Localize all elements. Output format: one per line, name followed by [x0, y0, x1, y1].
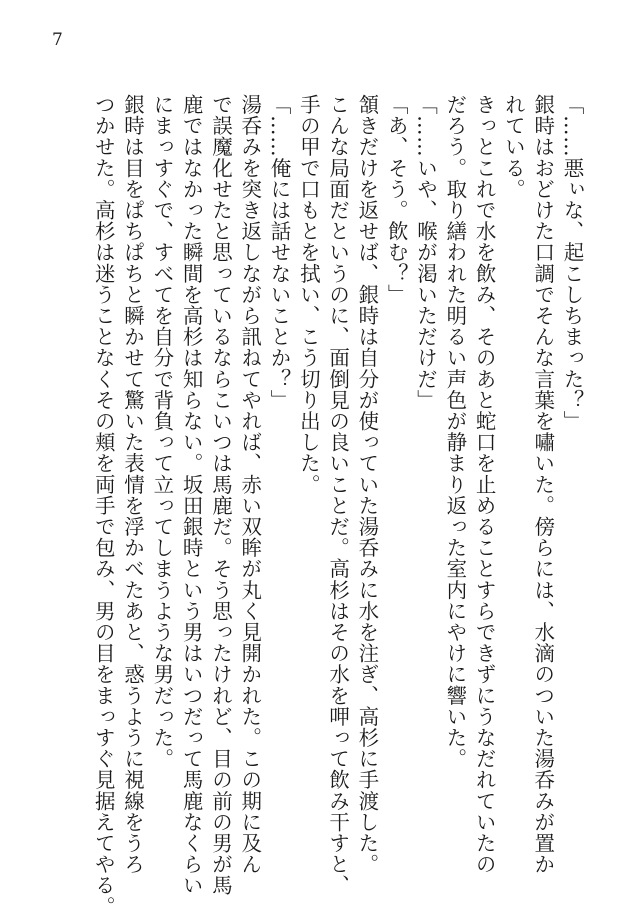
text-line: 銀時は目をぱちぱちと瞬かせて驚いた表情を浮かべたあと、惑うように視線をうろ	[120, 94, 145, 875]
text-line: 銀時はおどけた口調でそんな言葉を嘯いた。傍らには、水滴のついた湯呑みが置か	[530, 94, 555, 875]
text-line: 湯呑みを突き返しながら訊ねてやれば、赤い双眸が丸く見開かれた。この期に及ん	[237, 94, 262, 875]
text-line: だろう。取り繕われた明るい声色が静まり返った室内にやけに響いた。	[442, 94, 467, 770]
text-line: 「あ、そう。飲む？」	[384, 94, 409, 305]
text-line: れている。	[501, 94, 526, 200]
text-line: 手の甲で口もとを拭い、こう切り出した。	[296, 94, 321, 495]
text-line: で誤魔化せたと思っているならこいつは馬鹿だ。そう思ったけれど、目の前の男が馬	[208, 94, 233, 896]
text-line: 「……悪ぃな、起こしちまった？」	[560, 94, 584, 432]
text-line: つかせた。高杉は迷うことなくその頬を両手で包み、男の目をまっすぐ見据えてやる。	[91, 94, 116, 917]
text-line: 頷きだけを返せば、銀時は自分が使っていた湯呑みに水を注ぎ、高杉に手渡した。	[354, 94, 379, 875]
text-line: にまっすぐで、すべてを自分で背負って立ってしまうような男だった。	[149, 94, 174, 770]
body-text	[60, 94, 586, 917]
text-line: 鹿ではなかった瞬間を高杉は知らない。坂田銀時という男はいつだって馬鹿なくらい	[179, 94, 204, 896]
text-line: こんな局面だというのに、面倒見の良いことだ。高杉はその水を呷って飲み干すと、	[325, 94, 350, 896]
text-line: きっとこれで水を飲み、そのあと蛇口を止めることすらできずにうなだれていたの	[472, 94, 497, 875]
page-number: 7	[52, 30, 63, 50]
text-line: 「……俺には話せないことか？」	[267, 94, 292, 411]
text-line: 「……いや、喉が渇いただけだ」	[413, 94, 438, 411]
